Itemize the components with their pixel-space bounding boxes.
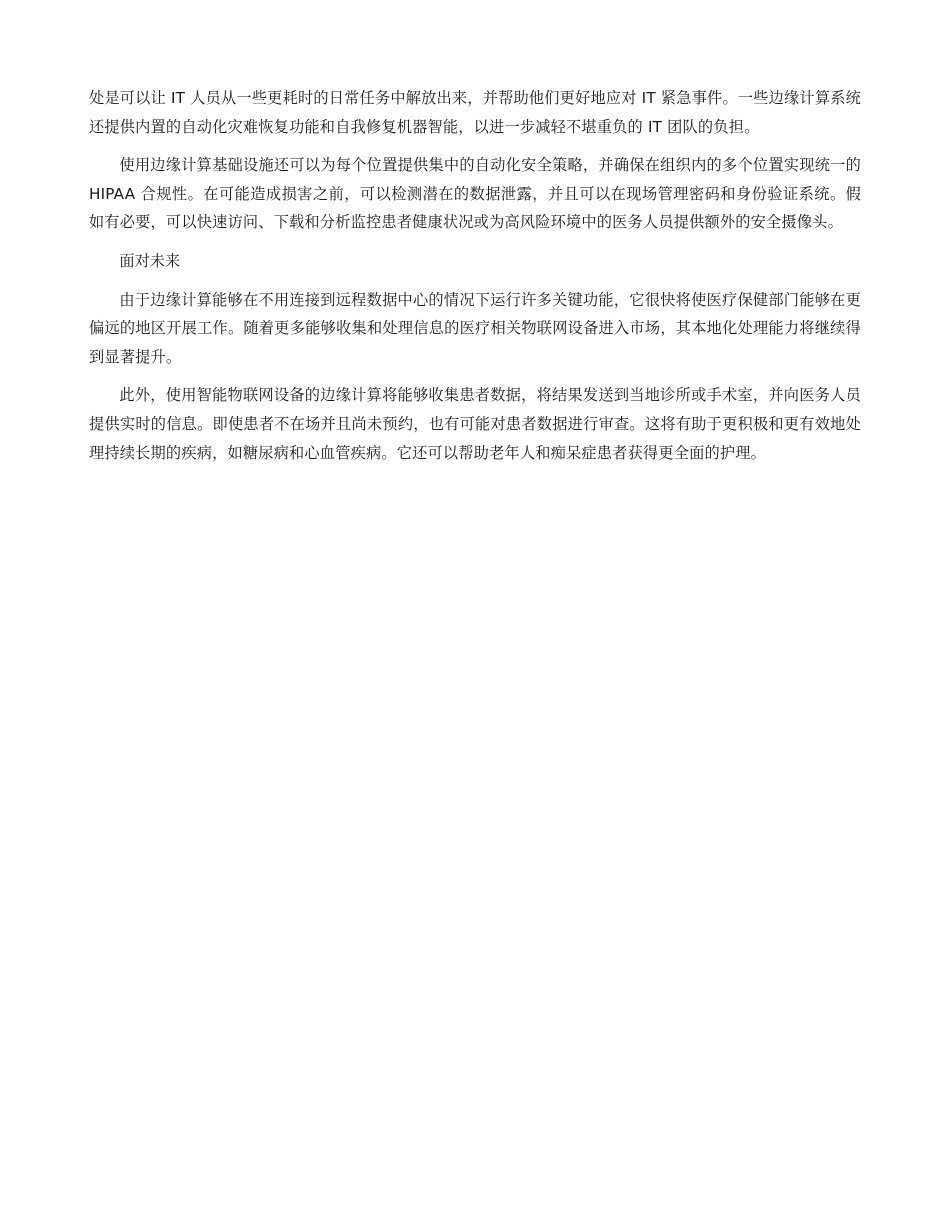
paragraph-iot-patient-data: 此外，使用智能物联网设备的边缘计算将能够收集患者数据，将结果发送到当地诊所或手术室，并向医务人员提供实时的信息。即使患者不在场并且尚未预约，也有可能对患者数据进行审查。这将有助于更积极和更有效地处理持续长期的疾病，如糖尿病和心血管疾病。它还可以帮助老年人和痴呆症患者获得更全面的护理。 [89,386,861,462]
document-page [89,84,861,477]
paragraph-continuation: 处是可以让 IT 人员从一些更耗时的日常任务中解放出来，并帮助他们更好地应对 IT 紧急事件。一些边缘计算系统还提供内置的自动化灾难恢复功能和自我修复机器智能，以进一步减轻不堪重负的 IT 团队的负担。 [89,89,861,136]
section-heading: 面对未来 [119,251,181,270]
paragraph-remote-areas: 由于边缘计算能够在不用连接到远程数据中心的情况下运行许多关键功能，它很快将使医疗保健部门能够在更偏远的地区开展工作。随着更多能够收集和处理信息的医疗相关物联网设备进入市场，其本地化处理能力将继续得到显著提升。 [89,290,861,366]
paragraph-security: 使用边缘计算基础设施还可以为每个位置提供集中的自动化安全策略，并确保在组织内的多个位置实现统一的 HIPAA 合规性。在可能造成损害之前，可以检测潜在的数据泄露，并且可以在现场管理密码和身份验证系统。假如有必要，可以快速访问、下载和分析监控患者健康状况或为高风险环境中的医务人员提供额外的安全摄像头。 [89,156,861,232]
